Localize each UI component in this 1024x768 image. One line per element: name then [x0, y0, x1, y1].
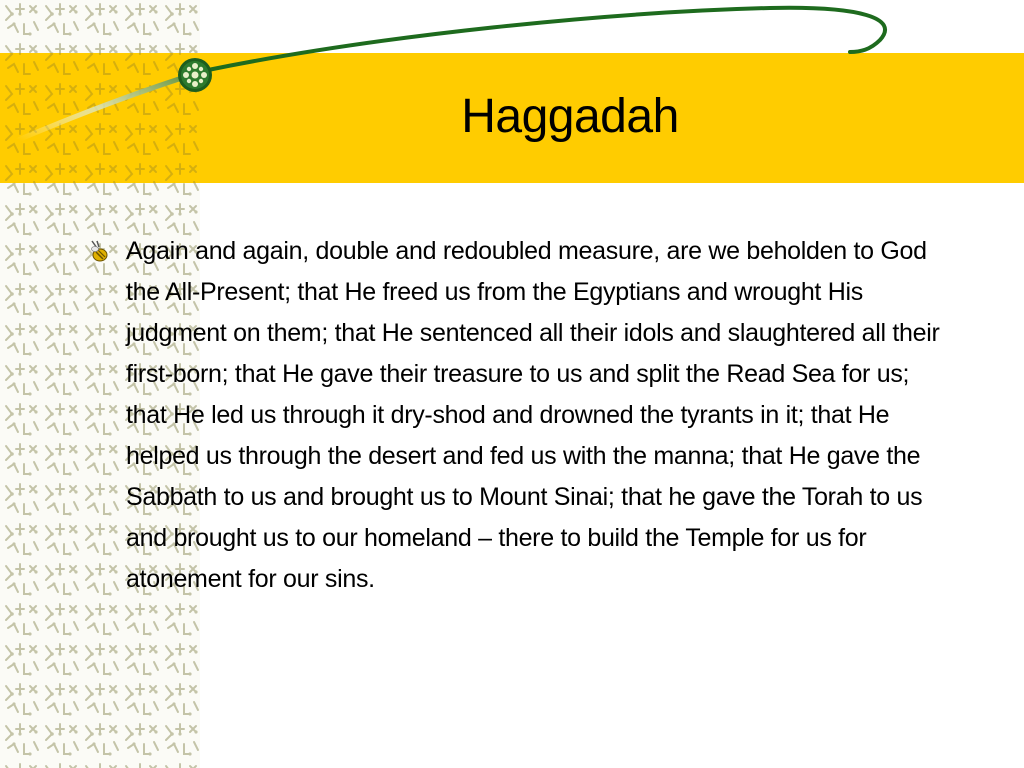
bee-bullet-icon — [88, 239, 110, 263]
bullet-text: Again and again, double and redoubled measure, are we beholden to God the All-Present; that He freed us from the Egyptians and wrought His judgment on them; that He sentenced all their idols and slaughtered all their first-born; that He gave their treasure to us and split the Read Sea for us; that He led us through it dry-shod and drowned the tyrants in it; that He helped us through the desert and fed us with the manna; that He gave the Sabbath to us and brought us to Mount Sinai; that he gave the Torah to us and brought us to our homeland – there to build the Temple for us for atonement for our sins. — [126, 237, 940, 593]
flower-orb-icon — [178, 58, 212, 92]
slide-title: Haggadah — [461, 90, 679, 143]
